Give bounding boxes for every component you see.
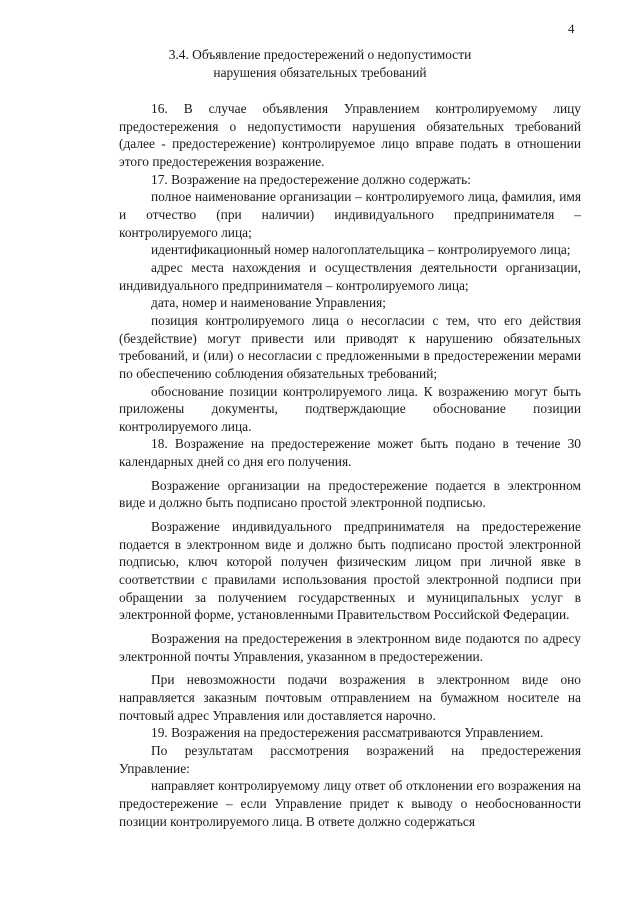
list-item-position: позиция контролируемого лица о несогласии с тем, что его действия (бездействие) могут привести или приводят к нарушению обязательных требований, и (или) о несогласии с предложенными в предостережении мерами по обеспечению соблюдения обязательных требований; — [119, 312, 581, 381]
page-number: 4 — [568, 21, 575, 36]
paragraph-17: 17. Возражение на предостережение должно содержать: — [151, 171, 471, 187]
paragraph-18: 18. Возражение на предостережение может быть подано в течение 30 календарных дней со дня его получения. — [119, 436, 581, 470]
document-body — [119, 100, 581, 830]
list-item-full-name: полное наименование организации – контролируемого лица, фамилия, имя и отчество (при наличии) индивидуального предпринимателя – контролируемого лица; — [119, 189, 581, 240]
paragraph-16: 16. В случае объявления Управлением контролируемому лицу предостережения о недопустимости нарушения обязательных требований (далее - предостережение) контролируемое лицо вправе подать в отношении этого предостережения возражение. — [119, 101, 581, 169]
list-item-inn: идентификационный номер налогоплательщика – контролируемого лица; — [151, 242, 571, 258]
list-item-address: адрес места нахождения и осуществления деятельности организации, индивидуального предпринимателя – контролируемого лица; — [119, 259, 581, 293]
paragraph-email-submission: Возражения на предостережения в электронном виде подаются по адресу электронной почты Управления, указанном в предостережении. — [119, 631, 581, 664]
paragraph-rejection-response: направляет контролируемому лицу ответ об отклонении его возражения на предостережение – если Управление придет к выводу о необоснованности позиции контролируемого лица. В ответе должно содержаться — [119, 778, 581, 829]
paragraph-19: 19. Возражения на предостережения рассматриваются Управлением. — [151, 725, 544, 741]
section-heading-line-1: 3.4. Объявление предостережений о недопустимости — [168, 47, 472, 62]
list-item-justification: обоснование позиции контролируемого лица. К возражению могут быть приложены документы, подтверждающие обоснование позиции контролируемого лица. — [119, 383, 581, 434]
section-heading — [0, 46, 640, 82]
section-heading-line-2: нарушения обязательных требований — [213, 65, 427, 80]
paragraph-postal-submission: При невозможности подачи возражения в электронном виде оно направляется заказным почтовым отправлением на бумажном носителе на почтовый адрес Управления или доставляется нарочно. — [119, 672, 581, 723]
paragraph-entrepreneur-objection: Возражение индивидуального предпринимателя на предостережение подается в электронном виде и должно быть подписано простой электронной подписью, ключ которой получен физическим лицом при личной явке в соответствии с правилами использования простой электронной подписи при обращении за получением государственных и муниципальных услуг в электронной форме, установленными Правительством Российской Федерации. — [119, 519, 581, 623]
paragraph-review-results: По результатам рассмотрения возражений на предостережения Управление: — [119, 742, 581, 776]
list-item-date-number: дата, номер и наименование Управления; — [151, 295, 387, 311]
paragraph-organization-objection: Возражение организации на предостережение подается в электронном виде и должно быть подписано простой электронной подписью. — [119, 477, 581, 511]
